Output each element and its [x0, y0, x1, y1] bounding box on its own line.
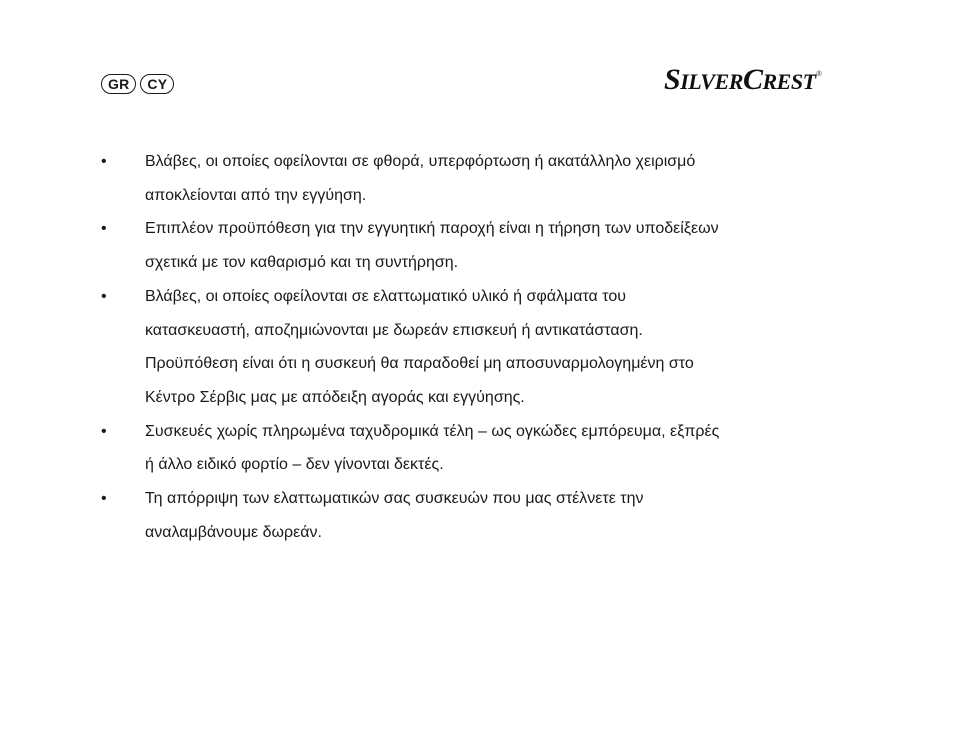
- list-item-text: Βλάβες, οι οποίες οφείλονται σε φθορά, υπερφόρτωση ή ακατάλληλο χειρισμό αποκλείονται από την εγγύηση.: [145, 153, 696, 204]
- bullet-list: [101, 145, 861, 549]
- list-item-text: Βλάβες, οι οποίες οφείλονται σε ελαττωματικό υλικό ή σφάλματα του κατασκευαστή, αποζημιώνονται με δωρεάν επισκευή ή αντικατάσταση. Προϋπόθεση είναι ότι η συσκευή θα παραδοθεί μη αποσυναρμολογημένη στο Κέντρο Σέρβις μας με απόδειξη αγοράς και εγγύησης.: [145, 287, 694, 406]
- bullet-marker: •: [101, 287, 107, 305]
- brand-name: [664, 63, 816, 99]
- list-item-text: Τη απόρριψη των ελαττωματικών σας συσκευών που μας στέλνετε την αναλαμβάνουμε δωρεάν.: [145, 490, 644, 541]
- list-item: [101, 280, 861, 415]
- brand-name-text: SILVERCREST: [664, 63, 816, 96]
- bullet-marker: •: [101, 422, 107, 440]
- list-item: [101, 212, 861, 279]
- bullet-marker: •: [101, 490, 107, 508]
- bullet-marker: •: [101, 153, 107, 170]
- language-badges: [101, 74, 174, 94]
- registered-mark: ®: [816, 71, 822, 78]
- brand-logo: [664, 63, 822, 99]
- list-item-text: Συσκευές χωρίς πληρωμένα ταχυδρομικά τέλη – ως ογκώδες εμπόρευμα, εξπρές ή άλλο ειδικό φορτίο – δεν γίνονται δεκτές.: [145, 422, 720, 474]
- bullet-marker: •: [101, 220, 107, 238]
- list-item: [101, 482, 861, 549]
- list-item: [101, 145, 861, 212]
- language-badge-gr: GR: [101, 74, 136, 94]
- list-item: [101, 415, 861, 482]
- list-item-text: Επιπλέον προϋπόθεση για την εγγυητική παροχή είναι η τήρηση των υποδείξεων σχετικά με τον καθαρισμό και τη συντήρηση.: [145, 220, 719, 272]
- warranty-terms: [101, 145, 861, 549]
- language-badge-cy: CY: [140, 74, 174, 94]
